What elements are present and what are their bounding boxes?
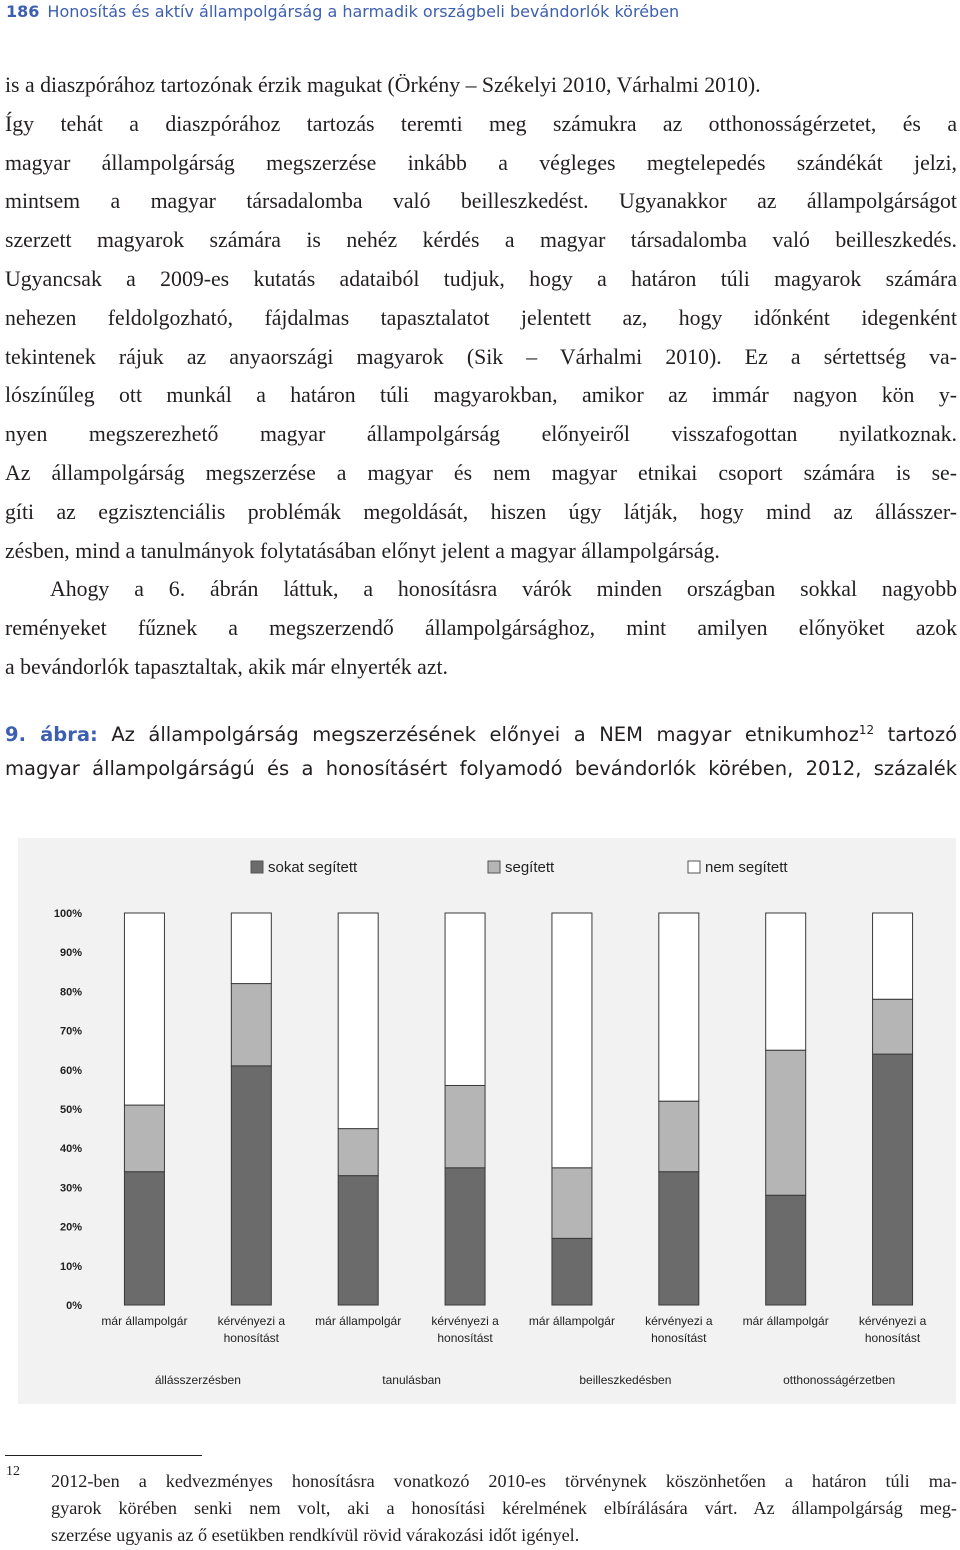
x-tick-label: már állampolgár xyxy=(528,1314,615,1328)
bar-segment xyxy=(659,1101,699,1172)
body-line: nyen megszerezhető magyar állampolgárság előnyeiről visszafogottan nyilatkoznak. xyxy=(5,422,957,447)
caption-text-end: tartozó xyxy=(887,723,957,746)
y-tick-label: 70% xyxy=(59,1025,82,1038)
body-line: gíti az egzisztenciális problémák megoldását, hiszen úgy látják, hogy mind az állásszer- xyxy=(5,499,957,524)
figure-caption xyxy=(5,718,957,786)
y-tick-label: 0% xyxy=(66,1300,82,1312)
legend-label: sokat segített xyxy=(268,859,358,876)
footnote-text xyxy=(51,1468,957,1549)
running-head xyxy=(6,2,679,21)
group-label: beilleszkedésben xyxy=(579,1373,672,1387)
running-title: Honosítás és aktív állampolgárság a harmadik országbeli bevándorlók körében xyxy=(47,2,680,21)
y-tick-label: 60% xyxy=(59,1064,82,1077)
legend-label: nem segített xyxy=(705,859,788,876)
bar-segment xyxy=(231,913,271,984)
bar-segment xyxy=(766,1050,806,1195)
footnote-line: szerzése ugyanis az ő esetükben rendkívül rövid várakozási időt igényel. xyxy=(51,1525,580,1545)
body-line: szerzett magyarok számára is nehéz kérdés a magyar társadalomba való beilleszkedés. xyxy=(5,228,957,253)
bar-segment xyxy=(231,984,271,1066)
chart-canvas xyxy=(18,838,956,1404)
body-line: tekintenek rájuk az anyaországi magyarok (Sik – Várhalmi 2010). Ez a sértettség va- xyxy=(5,344,957,369)
caption-line xyxy=(5,718,957,752)
y-tick-label: 50% xyxy=(59,1104,82,1116)
bar-segment xyxy=(873,999,913,1054)
x-tick-label: honosítást xyxy=(223,1331,279,1345)
bar-segment xyxy=(338,1176,378,1305)
body-line: a bevándorlók tapasztaltak, akik már elnyerték azt. xyxy=(5,654,449,679)
body-text xyxy=(5,66,957,687)
bar-segment xyxy=(766,913,806,1050)
y-tick-label: 90% xyxy=(59,947,82,960)
x-tick-label: kérvényezi a xyxy=(431,1314,499,1328)
legend-label: segített xyxy=(505,859,555,876)
page-number: 186 xyxy=(6,2,40,21)
bar-segment xyxy=(552,913,592,1168)
footnote-ref: 12 xyxy=(858,723,875,737)
legend-swatch xyxy=(688,861,700,873)
y-tick-label: 80% xyxy=(59,986,82,999)
bar-segment xyxy=(124,1172,164,1305)
x-tick-label: már állampolgár xyxy=(101,1314,188,1328)
x-tick-label: honosítást xyxy=(864,1331,921,1345)
footnote-rule xyxy=(5,1455,202,1456)
bar-segment xyxy=(338,913,378,1129)
body-line: lószínűleg ott munkál a határon túli magyarokban, amikor az immár nagyon kön y- xyxy=(5,383,957,408)
x-tick-label: honosítást xyxy=(651,1331,707,1345)
bar-segment xyxy=(124,913,164,1105)
x-tick-label: kérvényezi a xyxy=(858,1314,927,1328)
caption-line: magyar állampolgárságú és a honosításért folyamodó bevándorlók körében, 2012, százalék xyxy=(5,757,957,780)
group-label: tanulásban xyxy=(382,1373,441,1387)
body-line: mintsem a magyar társadalomba való beilleszkedést. Ugyanakkor az állampolgárságot xyxy=(5,189,957,214)
body-line: is a diaszpórához tartozónak érzik magukat (Örkény – Székelyi 2010, Várhalmi 2010). xyxy=(5,73,761,97)
footnote-line: 2012-ben a kedvezményes honosításra vonatkozó 2010-es törvénynek köszönhetően a határon túli ma- xyxy=(51,1471,957,1491)
x-tick-label: honosítást xyxy=(437,1331,493,1345)
footnote-line: gyarok körében senki nem volt, aki a honosítási kérelmének elbírálására várt. Az állampolgárság meg- xyxy=(51,1498,957,1518)
body-line: magyar állampolgárság megszerzése inkább a végleges megtelepedés szándékát jelzi, xyxy=(5,150,957,175)
bar-segment xyxy=(659,1172,699,1305)
figure-label: 9. ábra: xyxy=(5,723,98,746)
y-tick-label: 20% xyxy=(59,1221,82,1234)
bar-segment xyxy=(766,1195,806,1305)
y-tick-label: 30% xyxy=(59,1182,82,1195)
body-line: nehezen feldolgozható, fájdalmas tapasztalatot jelentett az, hogy időnként idegenként xyxy=(5,305,957,330)
body-line: zésben, mind a tanulmányok folytatásában előnyt jelent a magyar állampolgárság. xyxy=(5,538,720,563)
group-label: állásszerzésben xyxy=(154,1373,241,1387)
y-tick-label: 100% xyxy=(53,908,82,920)
bar-segment xyxy=(338,1129,378,1176)
x-tick-label: kérvényezi a xyxy=(217,1314,285,1328)
bar-segment xyxy=(873,1054,913,1305)
body-line: Az állampolgárság megszerzése a magyar és nem magyar etnikai csoport számára is se- xyxy=(5,460,957,485)
x-tick-label: kérvényezi a xyxy=(645,1314,713,1328)
footnote-number: 12 xyxy=(6,1464,20,1479)
body-line: reményeket fűznek a megszerzendő állampolgársághoz, mint amilyen előnyöket azok xyxy=(5,616,957,641)
legend-swatch xyxy=(251,861,263,873)
body-line: Így tehát a diaszpórához tartozás teremti meg számukra az otthonosságérzetet, és a xyxy=(5,111,957,136)
bar-segment xyxy=(873,913,913,999)
body-line: Ugyancsak a 2009-es kutatás adataiból tudjuk, hogy a határon túli magyarok számára xyxy=(5,266,957,291)
group-label: otthonosságérzetben xyxy=(783,1373,896,1387)
x-tick-label: már állampolgár xyxy=(315,1314,402,1328)
bar-segment xyxy=(552,1238,592,1305)
bar-segment xyxy=(445,1168,485,1305)
stacked-bar-chart xyxy=(18,838,956,1404)
bar-segment xyxy=(552,1168,592,1239)
legend-swatch xyxy=(488,861,500,873)
x-tick-label: már állampolgár xyxy=(742,1314,829,1328)
caption-text: Az állampolgárság megszerzésének előnyei a NEM magyar etnikumhoz xyxy=(111,723,859,746)
y-tick-label: 10% xyxy=(59,1260,82,1273)
body-line: Ahogy a 6. ábrán láttuk, a honosításra várók minden országban sokkal nagyobb xyxy=(50,577,957,602)
bar-segment xyxy=(659,913,699,1101)
bar-segment xyxy=(445,1085,485,1167)
y-tick-label: 40% xyxy=(59,1143,82,1156)
bar-segment xyxy=(124,1105,164,1172)
bar-segment xyxy=(231,1066,271,1305)
bar-segment xyxy=(445,913,485,1085)
